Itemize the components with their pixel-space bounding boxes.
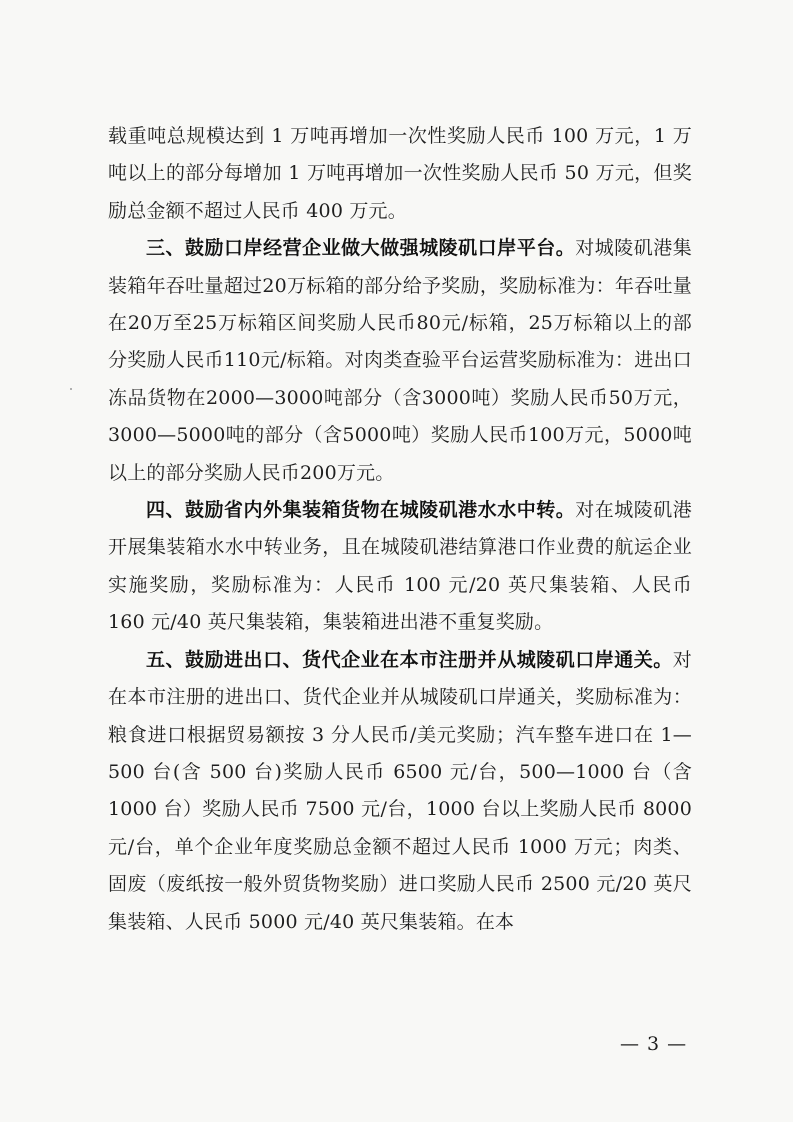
section-5-text: 对在本市注册的进出口、货代企业并从城陵矶口岸通关，奖励标准为：粮食进口根据贸易额按 3 分人民币/美元奖励；汽车整车进口在 1—500 台(含 500 台)奖励人民币 6500 元/台，500—1000 台（含 1000 台）奖励人民币 7500 元/台，1000 台以上奖励人民币 8000 元/台，单个企业年度奖励总金额不超过人民币 1000 万元；肉类、固废（废纸按一般外贸货物奖励）进口奖励人民币 2500 元/20 英尺集装箱、人民币 5000 元/40 英尺集装箱。在本 [108, 648, 692, 933]
paragraph-section-5 [108, 642, 692, 941]
section-4-heading: 四、鼓励省内外集装箱货物在城陵矶港水水中转。 [146, 499, 576, 522]
paragraph-continuation [108, 118, 692, 230]
page-number: — 3 — [620, 1033, 688, 1055]
scan-speck [70, 388, 72, 390]
paragraph-section-3 [108, 230, 692, 492]
section-3-text: 对城陵矶港集装箱年吞吐量超过20万标箱的部分给予奖励，奖励标准为：年吞吐量在20万至25万标箱区间奖励人民币80元/标箱，25万标箱以上的部分奖励人民币110元/标箱。对肉类查验平台运营奖励标准为：进出口冻品货物在2000—3000吨部分（含3000吨）奖励人民币50万元，3000—5000吨的部分（含5000吨）奖励人民币100万元，5000吨以上的部分奖励人民币200万元。 [108, 237, 693, 484]
paragraph-text: 载重吨总规模达到 1 万吨再增加一次性奖励人民币 100 万元，1 万吨以上的部分每增加 1 万吨再增加一次性奖励人民币 50 万元，但奖励总金额不超过人民币 400 万元。 [108, 125, 692, 222]
paragraph-section-4 [108, 492, 692, 642]
section-5-heading: 五、鼓励进出口、货代企业在本市注册并从城陵矶口岸通关。 [146, 648, 673, 671]
section-3-heading: 三、鼓励口岸经营企业做大做强城陵矶口岸平台。 [146, 237, 576, 260]
section-4-text: 对在城陵矶港开展集装箱水水中转业务，且在城陵矶港结算港口作业费的航运企业实施奖励，奖励标准为：人民币 100 元/20 英尺集装箱、人民币 160 元/40 英尺集装箱，集装箱进出港不重复奖励。 [108, 499, 693, 634]
document-body [108, 118, 692, 941]
